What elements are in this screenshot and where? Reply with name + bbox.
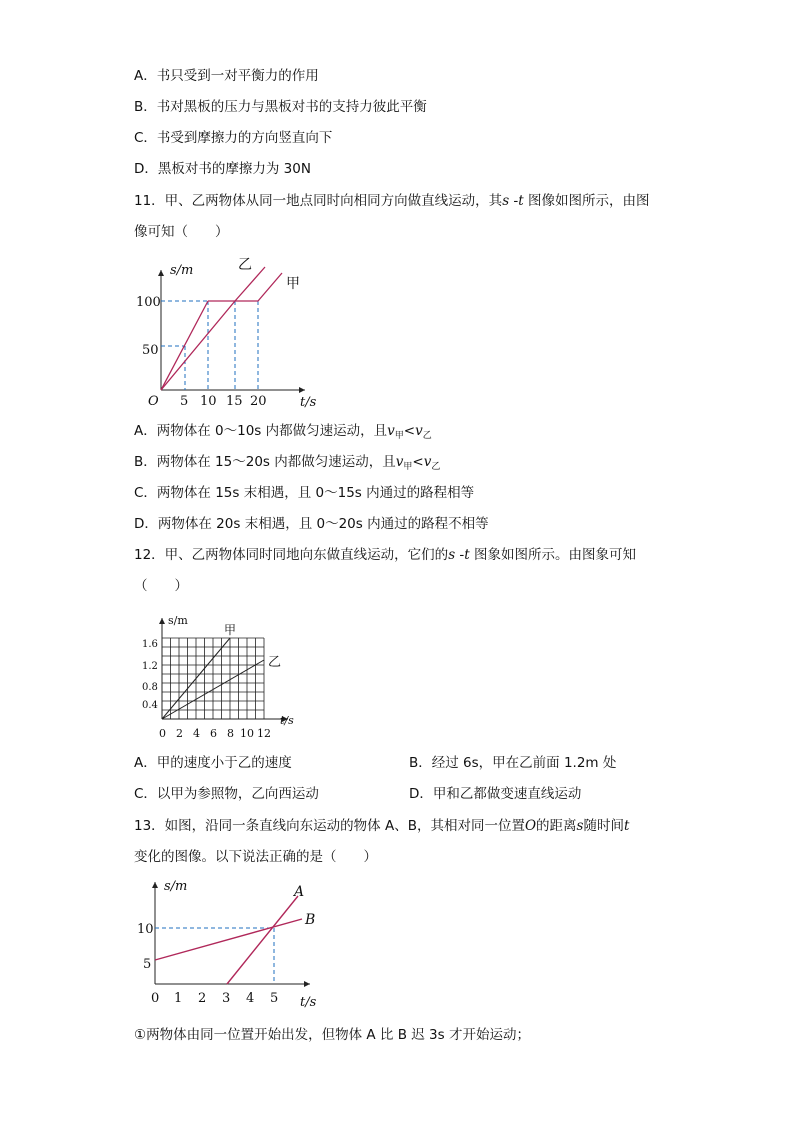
q11-x-tick-20: 20 — [250, 394, 267, 409]
q12-stem-line2: （ ） — [134, 578, 188, 594]
q12-y-label: s/m — [168, 614, 188, 627]
q12-x-tick-10: 10 — [240, 727, 254, 740]
q11-y-label: s/m — [170, 263, 194, 278]
q13-x-tick-2: 2 — [198, 991, 207, 1006]
q11-x-tick-10: 10 — [200, 394, 217, 409]
q13-dashed-guides — [155, 928, 274, 984]
q11-line-jia — [161, 273, 282, 390]
q12-x-tick-12: 12 — [257, 727, 271, 740]
q11-label-yi: 乙 — [238, 257, 252, 273]
q13-x-label: t/s — [300, 995, 317, 1010]
q11-origin-label: O — [148, 394, 159, 409]
q13-x-tick-4: 4 — [246, 991, 255, 1006]
q10-option-a: A．书只受到一对平衡力的作用 — [134, 68, 319, 84]
q13-y-tick-5: 5 — [143, 957, 152, 972]
q12-grid — [162, 638, 264, 719]
q11-label-jia: 甲 — [286, 276, 300, 292]
q13-statement-1: ①两物体由同一位置开始出发，但物体 A 比 B 迟 3s 才开始运动； — [134, 1027, 530, 1043]
q13-x-tick-5: 5 — [270, 991, 279, 1006]
q12-option-a: A．甲的速度小于乙的速度 — [134, 755, 292, 771]
q11-dashed-guides — [161, 301, 258, 390]
q12-y-tick-1.6: 1.6 — [142, 639, 158, 650]
q11-option-b: B．两物体在 15～20s 内都做匀速运动，且$v_甲<v_乙$ — [134, 454, 441, 472]
q13-line-a — [227, 896, 298, 984]
q11-stem-line1: 11．甲、乙两物体从同一地点同时向相同方向做直线运动，其s -t 图像如图所示，由图 — [134, 193, 650, 209]
q13-label-a: A — [294, 884, 305, 900]
q12-graph — [138, 610, 308, 745]
q10-option-b: B．书对黑板的压力与黑板对书的支持力彼此平衡 — [134, 99, 427, 115]
q11-x-tick-5: 5 — [180, 394, 189, 409]
q12-x-tick-8: 8 — [227, 727, 234, 740]
q11-x-label: t/s — [300, 395, 317, 410]
q12-stem-line1: 12．甲、乙两物体同时同地向东做直线运动，它们的s -t 图象如图所示。由图象可知 — [134, 547, 637, 563]
q11-y-tick-50: 50 — [142, 343, 159, 358]
q12-x-tick-6: 6 — [210, 727, 217, 740]
q13-stem-line2: 变化的图像。以下说法正确的是（ ） — [134, 849, 377, 865]
q12-label-yi: 乙 — [268, 655, 282, 670]
q13-graph — [137, 876, 330, 1016]
q12-option-d: D．甲和乙都做变速直线运动 — [409, 786, 582, 802]
q11-graph — [136, 250, 320, 410]
q10-option-c: C．书受到摩擦力的方向竖直向下 — [134, 130, 333, 146]
q11-option-a: A．两物体在 0～10s 内都做匀速运动，且$v_甲<v_乙$ — [134, 423, 432, 441]
q13-x-tick-0: 0 — [151, 991, 160, 1006]
q13-x-tick-1: 1 — [174, 991, 183, 1006]
q13-y-label: s/m — [164, 879, 188, 894]
q13-line-b — [155, 919, 302, 960]
q12-y-tick-0.8: 0.8 — [142, 682, 158, 693]
q11-option-d: D．两物体在 20s 末相遇，且 0～20s 内通过的路程不相等 — [134, 516, 489, 532]
q12-x-tick-0: 0 — [159, 727, 166, 740]
q13-x-tick-3: 3 — [222, 991, 231, 1006]
q12-label-jia: 甲 — [224, 623, 237, 637]
q12-x-tick-2: 2 — [176, 727, 183, 740]
q11-y-tick-100: 100 — [136, 295, 161, 310]
q12-x-label: t/s — [280, 714, 294, 727]
q10-option-d: D．黑板对书的摩擦力为 30N — [134, 161, 311, 177]
q11-option-c: C．两物体在 15s 末相遇，且 0～15s 内通过的路程相等 — [134, 485, 475, 501]
q12-y-tick-1.2: 1.2 — [142, 661, 158, 672]
q11-stem-line2: 像可知（ ） — [134, 224, 229, 240]
q12-option-c: C．以甲为参照物，乙向西运动 — [134, 786, 319, 802]
q13-y-tick-10: 10 — [137, 922, 154, 937]
q12-option-b: B．经过 6s，甲在乙前面 1.2m 处 — [409, 755, 617, 771]
q12-y-tick-0.4: 0.4 — [142, 700, 158, 711]
q11-x-tick-15: 15 — [226, 394, 243, 409]
q12-x-tick-4: 4 — [193, 727, 200, 740]
q13-label-b: B — [305, 912, 316, 928]
q13-stem-line1: 13．如图，沿同一条直线向东运动的物体 A、B，其相对同一位置O的距离s随时间t — [134, 818, 630, 834]
